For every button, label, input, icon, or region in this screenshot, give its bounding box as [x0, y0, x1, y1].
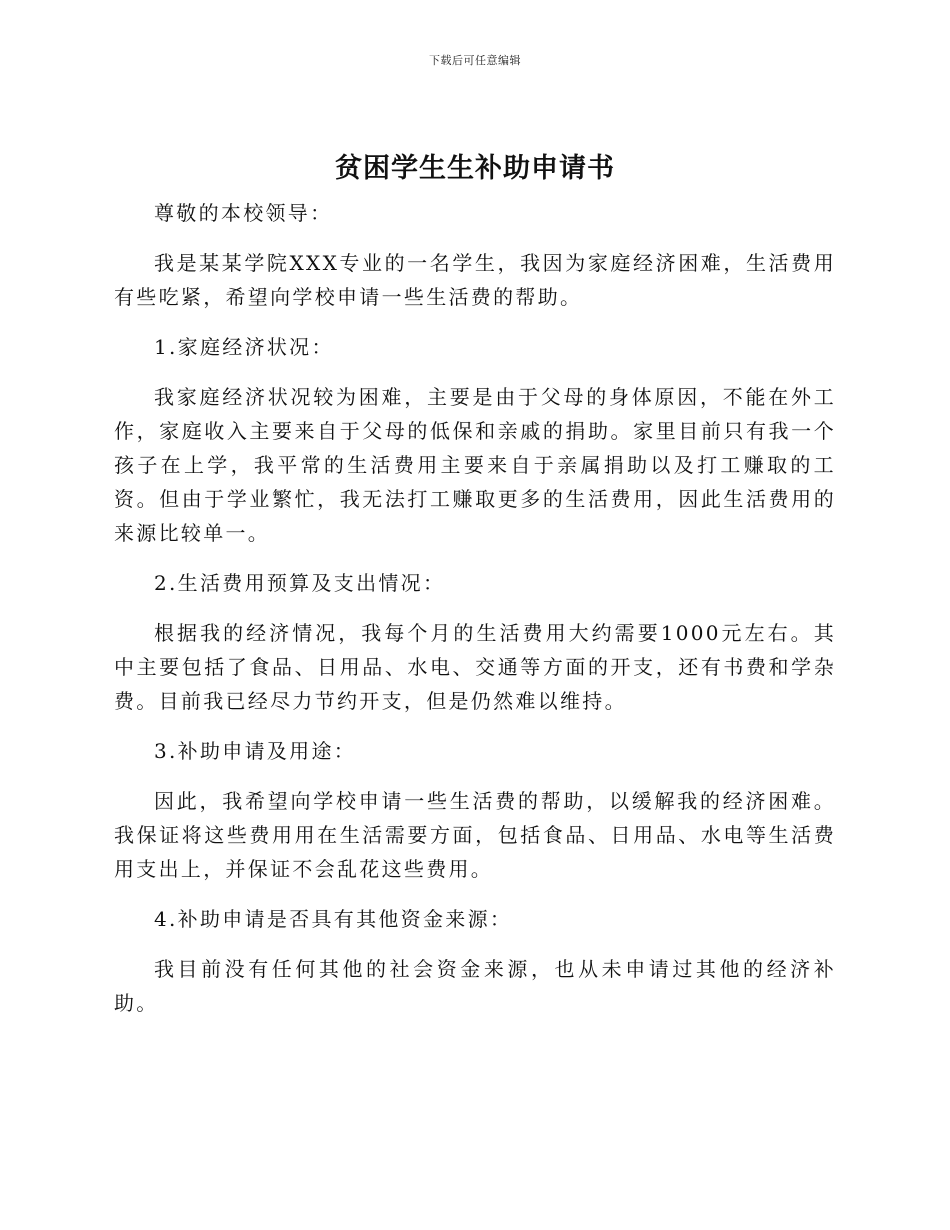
section-heading-other-funding: 4.补助申请是否具有其他资金来源： [154, 907, 513, 931]
other-funding-paragraph: 我目前没有任何其他的社会资金来源，也从未申请过其他的经济补助。 [114, 957, 836, 1015]
section-heading-family-economy: 1.家庭经济状况： [154, 335, 334, 359]
salutation: 尊敬的本校领导： [154, 201, 333, 225]
document-title: 贫困学生生补助申请书 [335, 153, 615, 184]
intro-paragraph: 我是某某学院XXX专业的一名学生，我因为家庭经济困难，生活费用有些吃紧，希望向学校申请一些生活费的帮助。 [114, 251, 836, 309]
section-heading-living-expenses: 2.生活费用预算及支出情况： [154, 571, 446, 595]
living-expenses-paragraph: 根据我的经济情况，我每个月的生活费用大约需要1000元左右。其中主要包括了食品、日用品、水电、交通等方面的开支，还有书费和学杂费。目前我已经尽力节约开支，但是仍然难以维持。 [114, 621, 836, 713]
subsidy-use-paragraph: 因此，我希望向学校申请一些生活费的帮助，以缓解我的经济困难。我保证将这些费用用在生活需要方面，包括食品、日用品、水电等生活费用支出上，并保证不会乱花这些费用。 [114, 789, 836, 881]
page-header: 下载后可任意编辑 [429, 54, 521, 67]
family-economy-paragraph: 我家庭经济状况较为困难，主要是由于父母的身体原因，不能在外工作，家庭收入主要来自于父母的低保和亲戚的捐助。家里目前只有我一个孩子在上学，我平常的生活费用主要来自于亲属捐助以及打工赚取的工资。但由于学业繁忙，我无法打工赚取更多的生活费用，因此生活费用的来源比较单一。 [114, 385, 836, 545]
document-body [114, 196, 836, 1036]
section-heading-subsidy-use: 3.补助申请及用途： [154, 739, 357, 763]
